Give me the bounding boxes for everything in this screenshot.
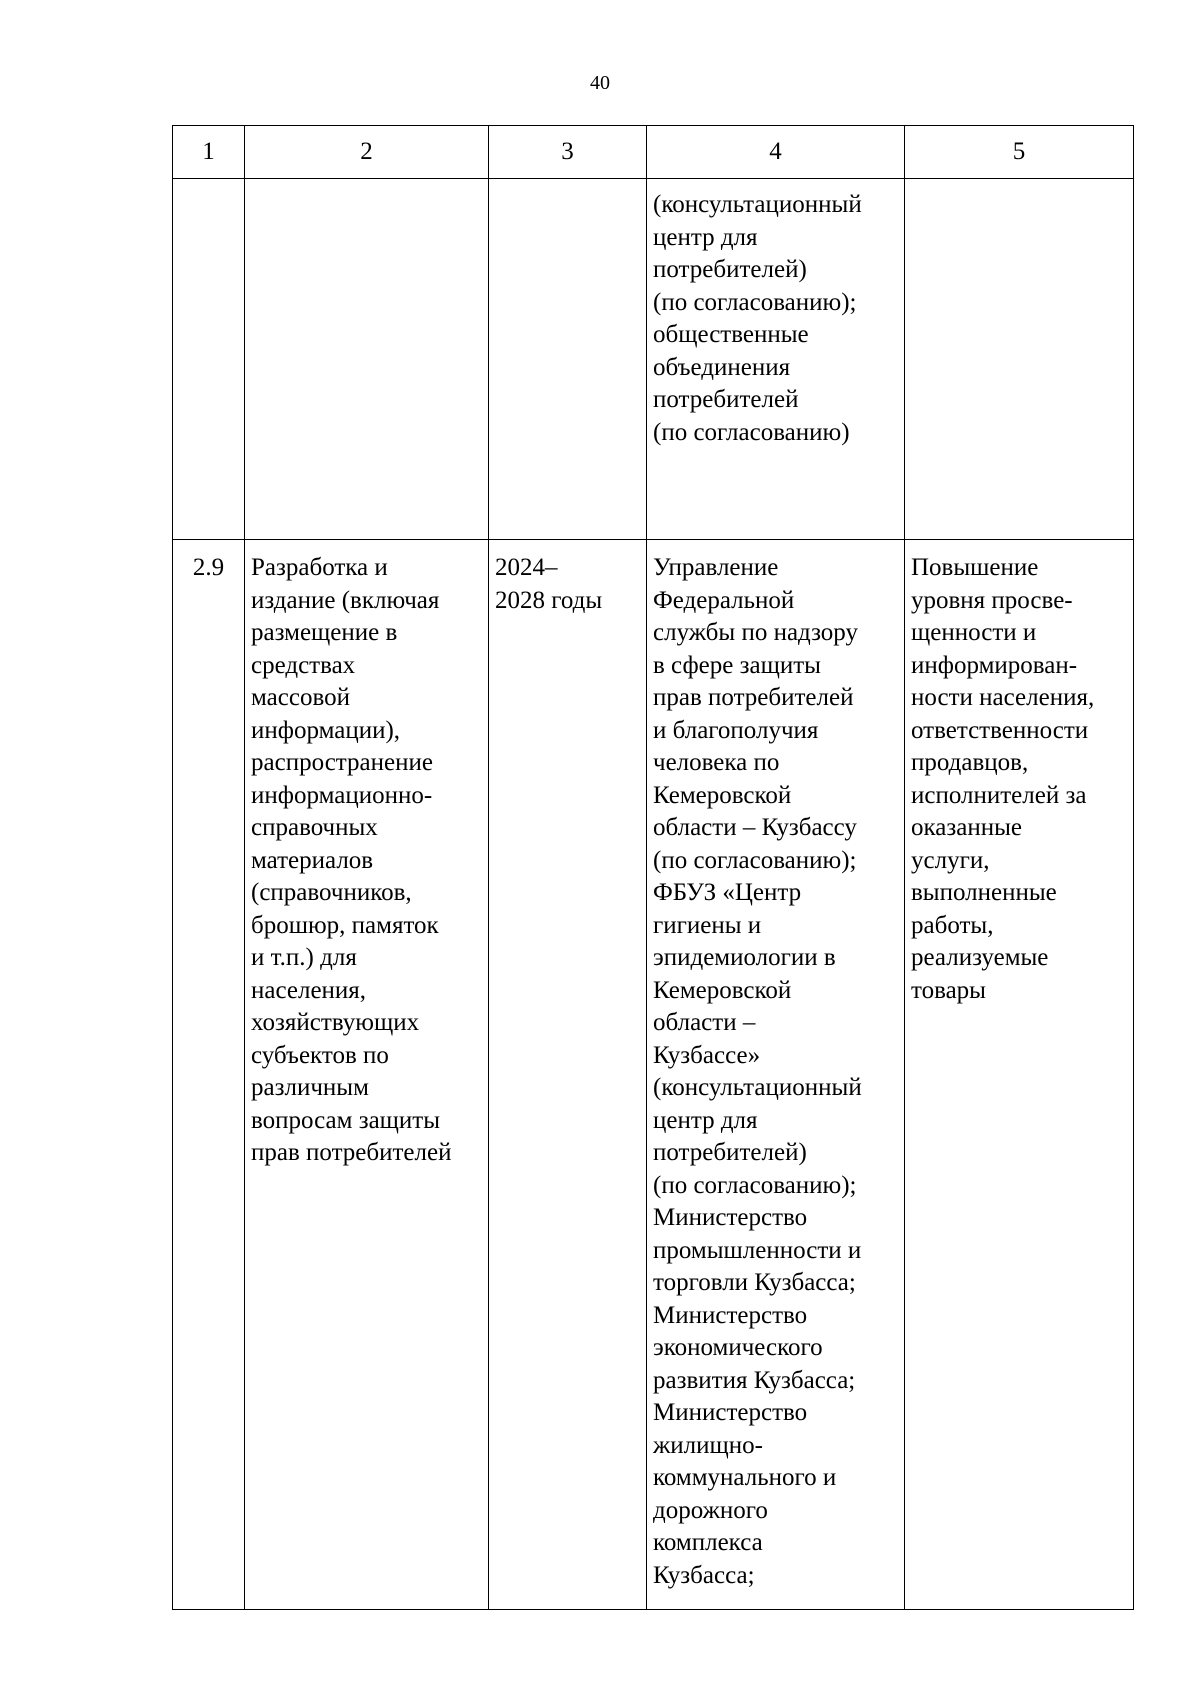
measure-name-cell — [245, 179, 489, 540]
row-number-cell — [173, 179, 245, 540]
header-cell-2: 2 — [245, 126, 489, 179]
measures-table — [172, 125, 1134, 1610]
period-cell: 2024– 2028 годы — [489, 540, 647, 1610]
executors-cell: Управление Федеральной службы по надзору в сфере защиты прав потребителей и благополучия человека по Кемеровской области – Кузбассу (по согласованию); ФБУЗ «Центр гигиены и эпидемиологии в Кемеровской области – Кузбассе» (консультационный центр для потребителей) (по согласованию); Министерство промышленности и торговли Кузбасса; Министерство экономического развития Кузбасса; Министерство жилищно- коммунального и дорожного комплекса Кузбасса; — [647, 540, 905, 1610]
table-row — [173, 540, 1134, 1610]
period-cell — [489, 179, 647, 540]
measure-name-cell: Разработка и издание (включая размещение в средствах массовой информации), распространение информационно- справочных материалов (справочников, брошюр, памяток и т.п.) для населения, хозяйствующих субъектов по различным вопросам защиты прав потребителей — [245, 540, 489, 1610]
result-cell: Повышение уровня просве- щенности и информирован- ности населения, ответственности продавцов, исполнителей за оказанные услуги, выполненные работы, реализуемые товары — [905, 540, 1134, 1610]
result-cell — [905, 179, 1134, 540]
executors-cell: (консультационный центр для потребителей) (по согласованию); общественные объединения потребителей (по согласованию) — [647, 179, 905, 540]
table-header-row — [173, 126, 1134, 179]
table-row — [173, 179, 1134, 540]
header-cell-1: 1 — [173, 126, 245, 179]
header-cell-4: 4 — [647, 126, 905, 179]
header-cell-5: 5 — [905, 126, 1134, 179]
row-number-cell: 2.9 — [173, 540, 245, 1610]
header-cell-3: 3 — [489, 126, 647, 179]
page-number: 40 — [590, 72, 610, 94]
